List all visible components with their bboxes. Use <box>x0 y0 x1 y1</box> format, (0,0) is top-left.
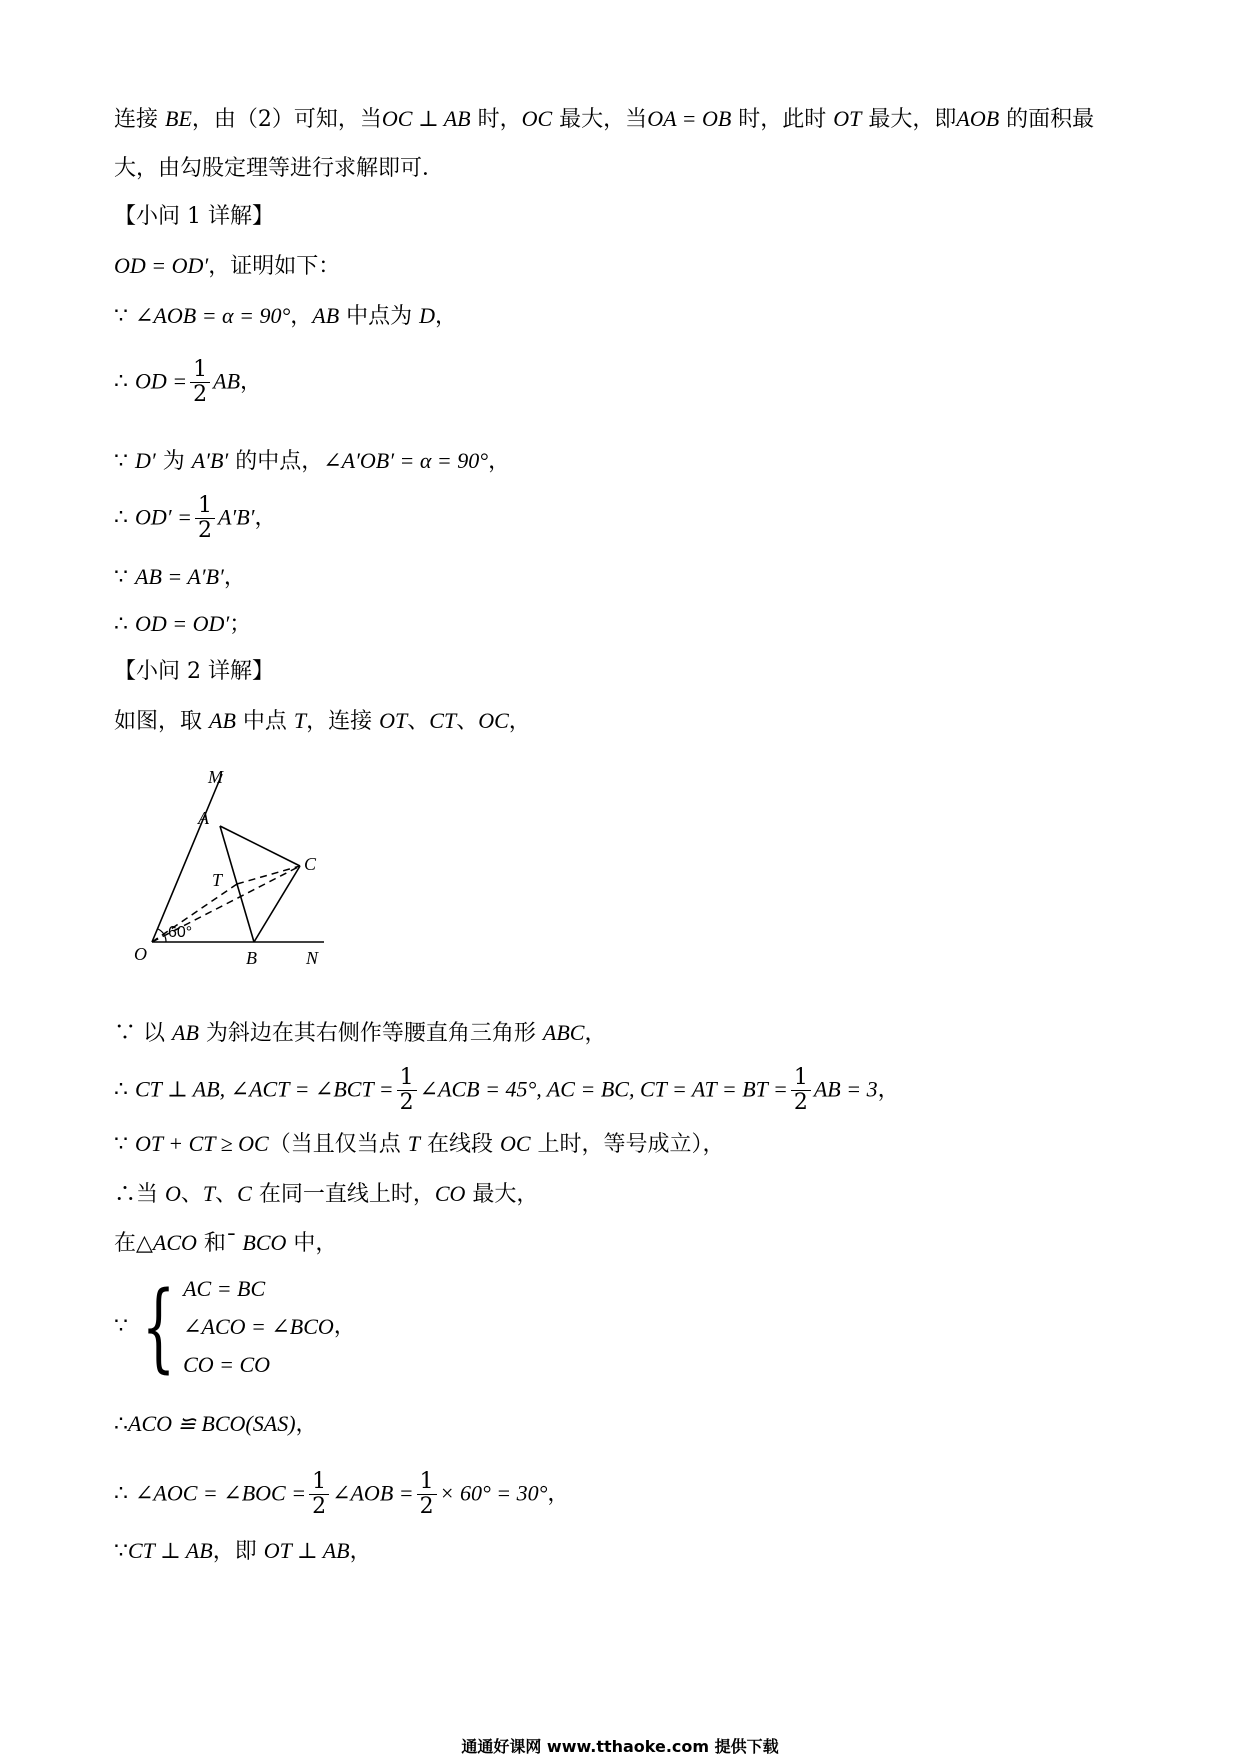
text-line-9: ∵ AB = A′B′， <box>114 564 246 590</box>
text-line-13: ∵ 以 AB 为斜边在其右侧作等腰直角三角形 ABC， <box>114 1020 607 1046</box>
ray-om <box>152 774 222 942</box>
label-o: O <box>134 944 147 964</box>
text-line-4: OD = OD′，证明如下： <box>114 253 341 279</box>
label-n: N <box>306 948 319 968</box>
fraction: $\frac{1}{2}$ <box>190 358 210 407</box>
equation-system: ∵ { AC = BC ∠ACO = ∠BCO CO = CO ， <box>114 1271 356 1383</box>
label-b: B <box>246 948 257 968</box>
text-line-17: 在△ACO 和¯ BCO 中， <box>114 1230 338 1256</box>
text-line-8: ∴ OD′ = $\frac{1}{2}$ A′B′， <box>114 493 277 544</box>
text-line-10: ∴ OD = OD′； <box>114 611 252 637</box>
segment-ac <box>220 826 300 866</box>
fraction: $\frac{1}{2}$ <box>397 1066 417 1115</box>
left-brace: { <box>141 1271 176 1383</box>
text-line-5: ∵ ∠AOB = α = 90°，AB 中点为 D， <box>114 303 458 329</box>
fraction: $\frac{1}{2}$ <box>417 1470 437 1519</box>
text-line-14: ∴ CT ⊥ AB, ∠ACT = ∠BCT = $\frac{1}{2}$ ∠ACB = 45°, AC = BC, CT = AT = BT = $\frac{1}{2}$ AB = 3， <box>114 1065 900 1116</box>
label-angle: 60° <box>168 924 193 941</box>
text-line-12: 如图，取 AB 中点 T，连接 OT、CT、OC， <box>114 708 531 734</box>
label-t: T <box>212 870 223 890</box>
label-a: A <box>198 808 209 828</box>
section-heading-1: 【小问 1 详解】 <box>114 204 274 229</box>
text-line-2: 大，由勾股定理等进行求解即可． <box>114 156 445 181</box>
text-line-6: ∴ OD = $\frac{1}{2}$ AB， <box>114 357 263 408</box>
text-line-15: ∵ OT + CT ≥ OC（当且仅当点 T 在线段 OC 上时，等号成立）， <box>114 1131 725 1157</box>
text-line-19: ∴ACO ≌ BCO(SAS)， <box>114 1411 318 1437</box>
text-line-20: ∴ ∠AOC = ∠BOC = $\frac{1}{2}$ ∠AOB = $\frac{1}{2}$ × 60° = 30°， <box>114 1469 570 1520</box>
section-heading-2: 【小问 2 详解】 <box>114 659 274 684</box>
text-line-1: 连接 BE，由（2）可知，当OC ⊥ AB 时，OC 最大，当OA = OB 时，此时 OT 最大，即AOB 的面积最 <box>114 106 1095 132</box>
fraction: $\frac{1}{2}$ <box>309 1470 329 1519</box>
angle-arc <box>158 929 166 942</box>
label-c: C <box>304 854 317 874</box>
fraction: $\frac{1}{2}$ <box>791 1066 811 1115</box>
page-footer: 通通好课网 www.tthaoke.com 提供下载 <box>461 1737 779 1756</box>
text-line-7: ∵ D′ 为 A′B′ 的中点，∠A′OB′ = α = 90°， <box>114 448 511 474</box>
text-line-16: ∴当 O、T、C 在同一直线上时，CO 最大， <box>114 1181 539 1207</box>
fraction: $\frac{1}{2}$ <box>195 494 215 543</box>
label-m: M <box>208 767 223 787</box>
geometry-figure <box>122 766 342 986</box>
text-line-21: ∵CT ⊥ AB，即 OT ⊥ AB， <box>114 1538 372 1564</box>
